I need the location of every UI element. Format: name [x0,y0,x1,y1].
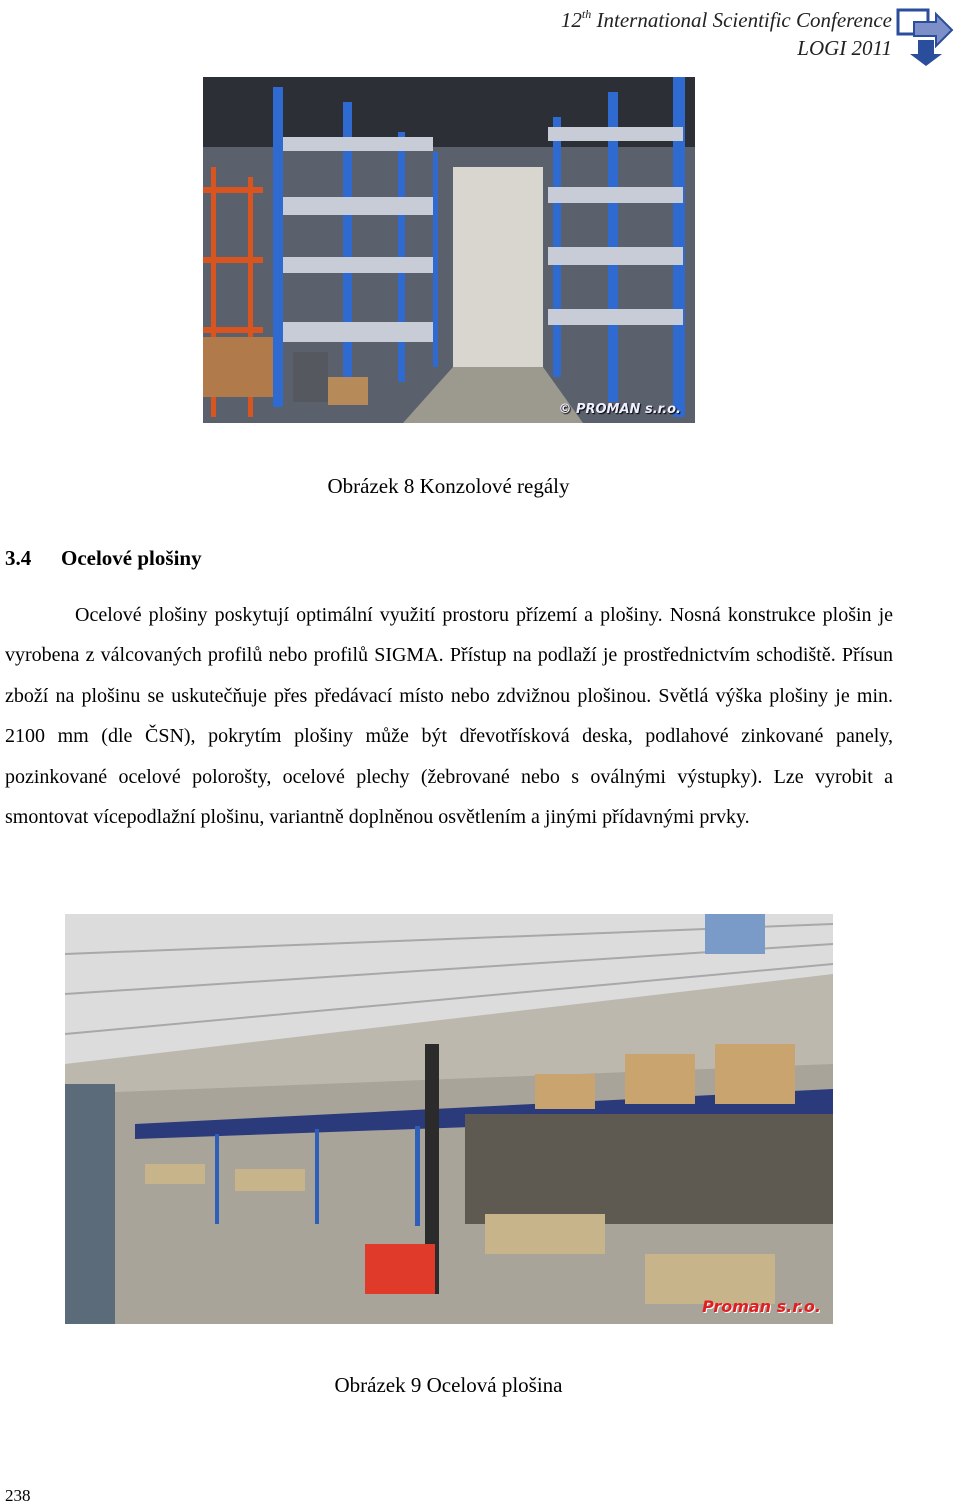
figure-8-caption: Obrázek 8 Konzolové regály [327,474,570,498]
section-heading [5,546,202,571]
conference-title: 12th International Scientific Conference [560,7,892,32]
figure-8-watermark: © PROMAN s.r.o. [558,402,681,417]
conference-logo-icon [896,6,956,68]
body-paragraph: Ocelové plošiny poskytují optimální využití prostoru přízemí a plošiny. Nosná konstrukce plošin je vyrobena z válcovaných profilů nebo profilů SIGMA. Přístup na podlaží je prostřednictvím schodiště. Přísun zboží na plošinu se uskutečňuje přes předávací místo nebo zdvižnou plošinou. Světlá výška plošiny je min. 2100 mm (dle ČSN), pokrytím plošiny může být dřevotřísková deska, podlahové zinkované panely, pozinkované ocelové polorošty, ocelové plechy (žebrované nebo s oválnými výstupky). Lze vyrobit a smontovat vícepodlažní plošinu, variantně doplněnou osvětlením a jinými přídavnými prvky. [5,604,893,829]
conference-event: LOGI 2011 [797,36,892,60]
section-title: Ocelové plošiny [61,546,202,570]
page-header [561,6,892,62]
figure-cantilever-racks [203,77,695,423]
mezzanine-illustration [65,914,833,1324]
figure-steel-platform [65,914,833,1324]
warehouse-rack-illustration [203,77,695,423]
figure-9-watermark: Proman s.r.o. [702,1297,821,1316]
section-number: 3.4 [5,546,32,570]
figure-9-caption: Obrázek 9 Ocelová plošina [334,1373,563,1397]
page-number: 238 [5,1486,31,1505]
